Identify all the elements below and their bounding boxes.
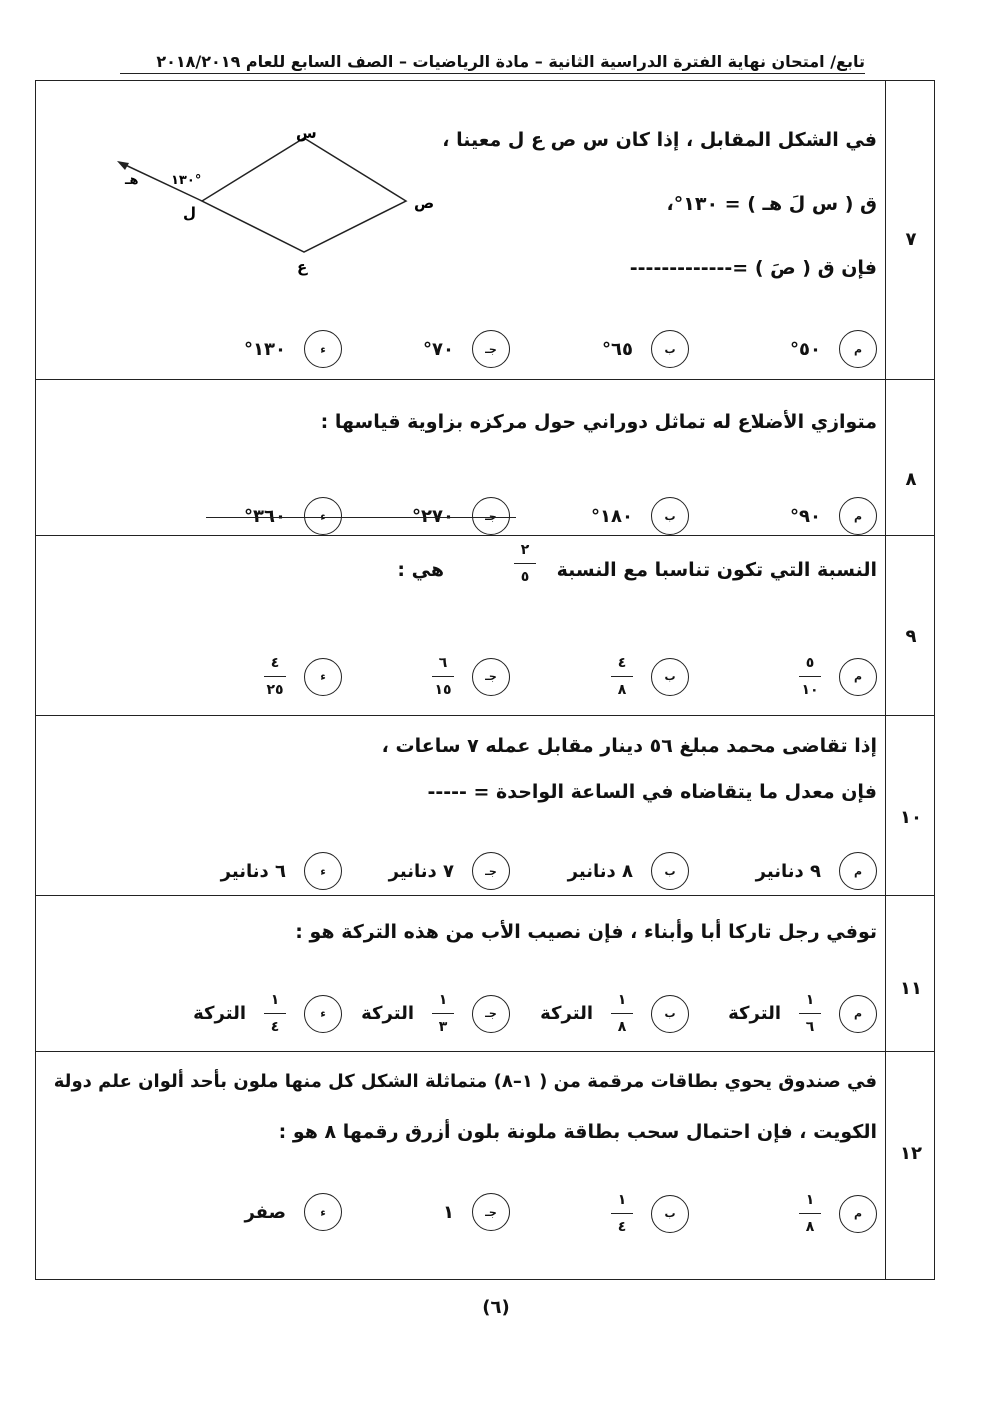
option-fraction: $\frac{١}{٨}$	[611, 993, 633, 1034]
questions-table	[35, 80, 935, 1280]
question-text: في الشكل المقابل ، إذا كان س ص ع ل معينا ،	[442, 129, 877, 151]
vertex-label-s: س	[296, 124, 317, 142]
option-letter: ب	[651, 330, 689, 368]
question-text: فإن معدل ما يتقاضاه في الساعة الواحدة = -----	[427, 781, 877, 803]
question-text: الكويت ، فإن احتمال سحب بطاقة ملونة بلون أزرق رقمها ٨ هو :	[278, 1121, 877, 1143]
row-divider	[36, 895, 934, 896]
page-header: تابع/ امتحان نهاية الفترة الدراسية الثانية – مادة الرياضيات – الصف السابع للعام ٢٠١٨/٢٠١٩	[120, 52, 865, 74]
option-letter: م	[839, 995, 877, 1033]
page-number: (٦)	[482, 1297, 510, 1318]
option-c[interactable]	[423, 330, 510, 368]
option-value: ٧٠°	[423, 338, 454, 360]
option-value: ٩ دنانير	[755, 860, 821, 882]
option-value: صفر	[244, 1201, 286, 1223]
option-value: ٢٧٠°	[412, 505, 454, 527]
vertex-label-lam: ل	[183, 204, 197, 222]
option-c[interactable]	[389, 852, 510, 890]
option-value: ٥٠°	[790, 338, 821, 360]
question-number: ٩	[905, 626, 917, 647]
row-divider	[36, 535, 934, 536]
option-letter: ء	[304, 330, 342, 368]
option-letter: م	[839, 1195, 877, 1233]
option-a[interactable]	[799, 1193, 877, 1234]
option-letter: ب	[651, 852, 689, 890]
angle-label: ١٣٠°	[171, 173, 202, 188]
option-a[interactable]	[799, 656, 877, 697]
option-d[interactable]	[264, 656, 342, 697]
rhombus-shape	[202, 138, 406, 252]
option-fraction: $\frac{٤}{٢٥}$	[264, 656, 286, 697]
question-number: ١٠	[900, 807, 922, 828]
option-value: ٧ دنانير	[388, 860, 454, 882]
option-letter: جـ	[472, 330, 510, 368]
ratio-numerator: ٢	[520, 542, 530, 558]
vertex-label-ain: ع	[297, 258, 308, 276]
option-fraction: $\frac{١}{٤}$	[611, 1193, 633, 1234]
option-value: ٩٠°	[790, 505, 821, 527]
option-a[interactable]	[790, 497, 877, 535]
option-value: ٣٦٠°	[244, 505, 286, 527]
option-c[interactable]	[412, 497, 510, 535]
option-letter: جـ	[472, 497, 510, 535]
option-letter: ء	[304, 1193, 342, 1231]
option-suffix: التركة	[540, 1003, 593, 1024]
question-text: النسبة التي تكون تناسبا مع النسبة	[556, 559, 877, 581]
option-d[interactable]	[244, 497, 342, 535]
option-a[interactable]	[756, 852, 877, 890]
option-d[interactable]	[244, 1193, 342, 1231]
ratio-denominator: ٥	[520, 569, 530, 585]
question-text: هي :	[397, 559, 444, 581]
ray-label-ha: هـ	[125, 173, 139, 188]
option-c[interactable]	[432, 656, 510, 697]
option-letter: ب	[651, 658, 689, 696]
option-d[interactable]	[193, 993, 342, 1034]
option-value: ١٣٠°	[244, 338, 286, 360]
question-text: ق ( س لَ هـ ) = ١٣٠°،	[666, 193, 877, 215]
option-value: ٦٥°	[602, 338, 633, 360]
question-number: ١٢	[900, 1143, 922, 1164]
option-letter: ب	[651, 1195, 689, 1233]
row-divider	[36, 379, 934, 380]
option-fraction: $\frac{٥}{١٠}$	[799, 656, 821, 697]
option-a[interactable]	[728, 993, 877, 1034]
option-letter: جـ	[472, 995, 510, 1033]
question-text: في صندوق يحوي بطاقات مرقمة من ( ١–٨) متماثلة الشكل كل منها ملون بأحد ألوان علم دولة	[53, 1071, 877, 1092]
option-letter: م	[839, 658, 877, 696]
strikethrough-line	[206, 517, 516, 518]
question-number: ١١	[900, 978, 922, 999]
option-fraction: $\frac{٤}{٨}$	[611, 656, 633, 697]
question-text: إذا تقاضى محمد مبلغ ٥٦ دينار مقابل عمله ٧ ساعات ،	[381, 735, 877, 757]
option-c[interactable]	[443, 1193, 510, 1231]
rhombus-figure	[111, 124, 441, 276]
option-fraction: $\frac{٦}{١٥}$	[432, 656, 454, 697]
option-b[interactable]	[540, 993, 689, 1034]
row-divider	[36, 715, 934, 716]
question-text: متوازي الأضلاع له تماثل دوراني حول مركزه بزاوية قياسها :	[320, 411, 877, 433]
option-fraction: $\frac{١}{٤}$	[264, 993, 286, 1034]
option-c[interactable]	[361, 993, 510, 1034]
option-suffix: التركة	[361, 1003, 414, 1024]
option-value: ٨ دنانير	[567, 860, 633, 882]
question-text: فإن ق ( صَ ) =-------------	[629, 257, 877, 279]
question-text: توفي رجل تاركا أبا وأبناء ، فإن نصيب الأب من هذه التركة هو :	[295, 921, 877, 943]
option-fraction: $\frac{١}{٨}$	[799, 1193, 821, 1234]
question-number: ٧	[905, 229, 917, 250]
option-letter: ب	[651, 995, 689, 1033]
arrowhead-icon	[117, 161, 129, 170]
option-b[interactable]	[591, 497, 689, 535]
option-d[interactable]	[221, 852, 342, 890]
option-fraction: $\frac{١}{٣}$	[432, 993, 454, 1034]
option-b[interactable]	[602, 330, 689, 368]
option-letter: ء	[304, 658, 342, 696]
option-a[interactable]	[790, 330, 877, 368]
option-letter: جـ	[472, 658, 510, 696]
option-letter: ء	[304, 852, 342, 890]
option-suffix: التركة	[193, 1003, 246, 1024]
option-letter: م	[839, 330, 877, 368]
option-letter: م	[839, 497, 877, 535]
vertex-label-sad: ص	[414, 194, 435, 212]
option-letter: ء	[304, 995, 342, 1033]
option-suffix: التركة	[728, 1003, 781, 1024]
option-b[interactable]	[568, 852, 689, 890]
option-value: ١٨٠°	[591, 505, 633, 527]
option-fraction: $\frac{١}{٦}$	[799, 993, 821, 1034]
row-divider	[36, 1051, 934, 1052]
option-value: ٦ دنانير	[220, 860, 286, 882]
option-letter: جـ	[472, 1193, 510, 1231]
option-letter: م	[839, 852, 877, 890]
option-value: ١	[443, 1201, 454, 1223]
option-d[interactable]	[244, 330, 342, 368]
option-letter: جـ	[472, 852, 510, 890]
option-b[interactable]	[611, 1193, 689, 1234]
option-b[interactable]	[611, 656, 689, 697]
given-ratio	[514, 543, 536, 584]
number-column-divider	[885, 81, 886, 1279]
option-letter: ء	[304, 497, 342, 535]
option-letter: ب	[651, 497, 689, 535]
question-number: ٨	[905, 469, 917, 490]
